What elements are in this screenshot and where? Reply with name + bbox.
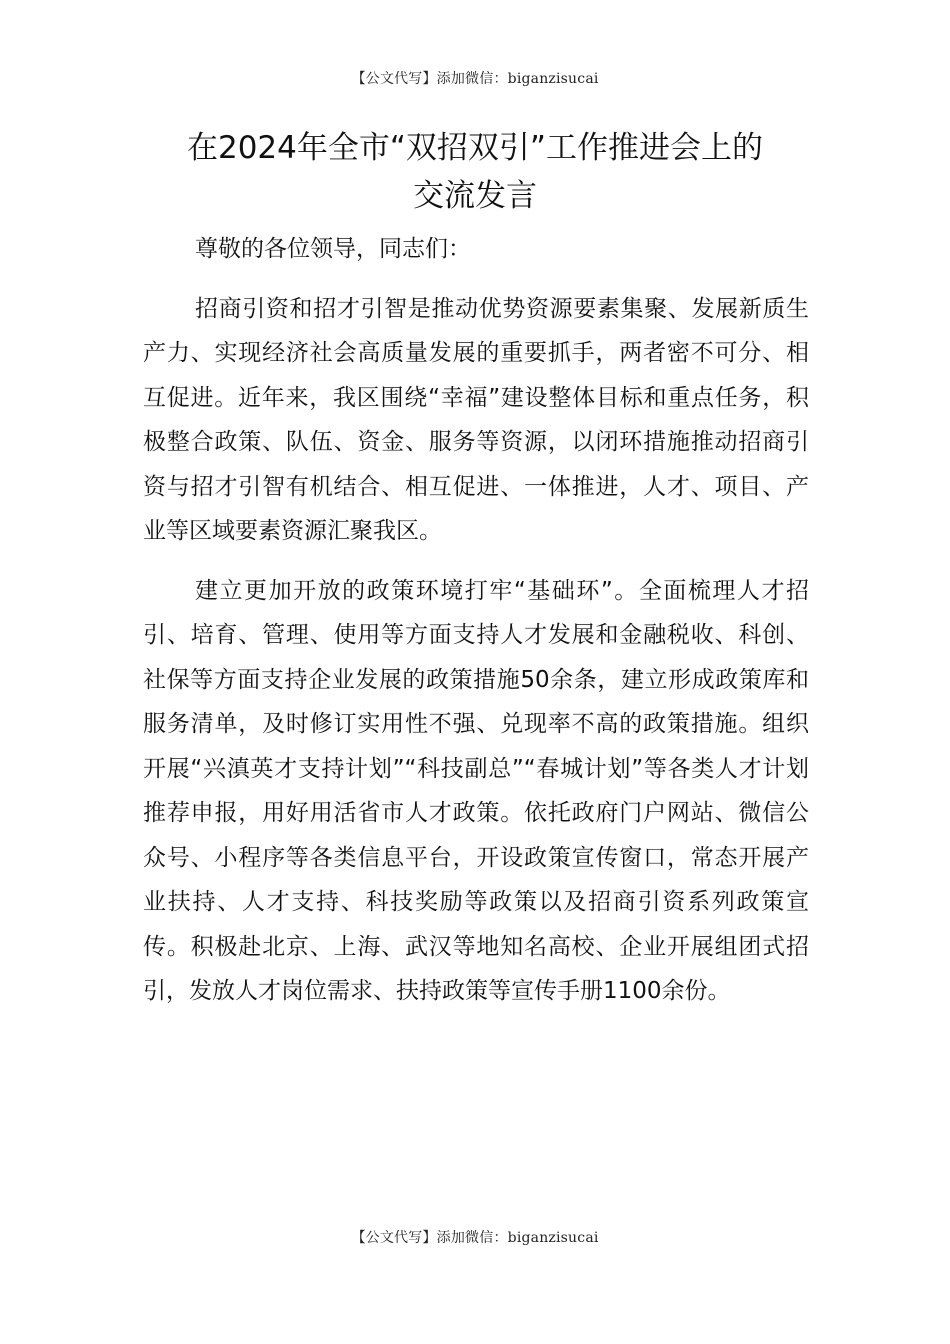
salutation: 尊敬的各位领导，同志们： [195,236,471,262]
title-line-2: 交流发言 [413,178,537,214]
header-note: 【公文代写】添加微信：biganzisucai [351,71,599,87]
paragraph-2: 建立更加开放的政策环境打牢“基础环”。全面梳理人才招引、培育、管理、使用等方面支持人才发展和金融税收、科创、社保等方面支持企业发展的政策措施50余条，建立形成政策库和服务清单，及时修订实用性不强、兑现率不高的政策措施。组织开展“兴滇英才支持计划”“科技副总”“春城计划”等各类人才计划推荐申报，用好用活省市人才政策。依托政府门户网站、微信公众号、小程序等各类信息平台，开设政策宣传窗口，常态开展产业扶持、人才支持、科技奖励等政策以及招商引资系列政策宣传。积极赴北京、上海、武汉等地知名高校、企业开展组团式招引，发放人才岗位需求、扶持政策等宣传手册1100余份。 [143,577,809,1004]
document-title [130,124,820,220]
document-body [143,227,809,1029]
footer-note: 【公文代写】添加微信：biganzisucai [351,1230,599,1246]
title-line-1: 在2024年全市“双招双引”工作推进会上的 [186,130,763,166]
paragraph-1: 招商引资和招才引智是推动优势资源要素集聚、发展新质生产力、实现经济社会高质量发展的重要抓手，两者密不可分、相互促进。近年来，我区围绕“幸福”建设整体目标和重点任务，积极整合政策、队伍、资金、服务等资源，以闭环措施推动招商引资与招才引智有机结合、相互促进、一体推进，人才、项目、产业等区域要素资源汇聚我区。 [143,295,809,544]
